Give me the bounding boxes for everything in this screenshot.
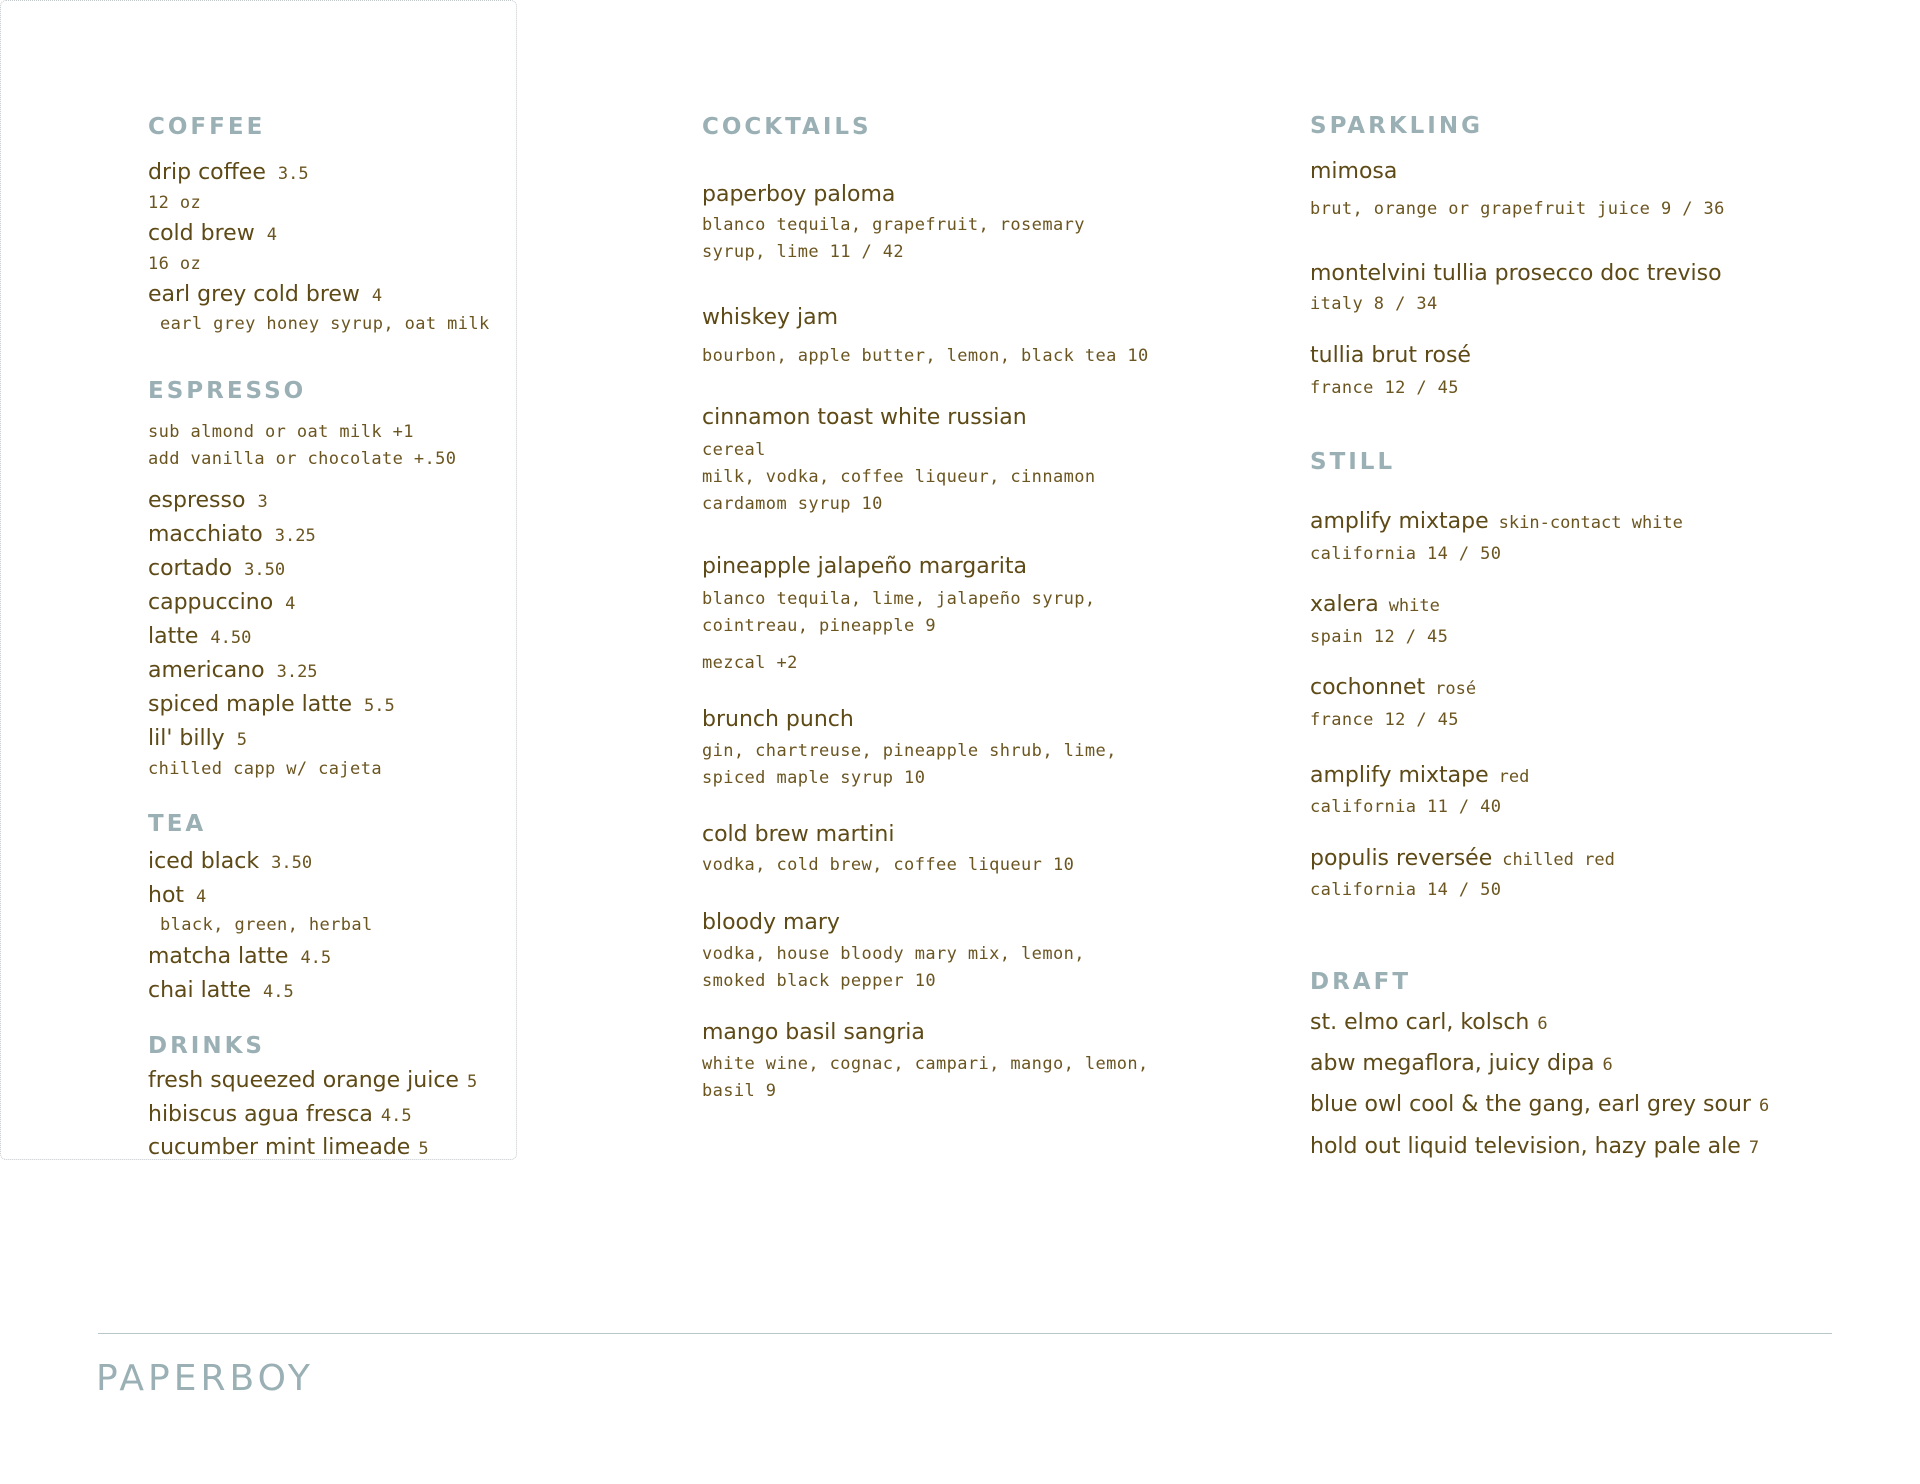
item-price: 4 — [266, 225, 277, 245]
wine-desc: brut, orange or grapefruit juice 9 / 36 — [1310, 199, 1725, 219]
wine-name: mimosa — [1310, 159, 1398, 184]
item-note: black, green, herbal — [160, 915, 373, 935]
item-price: 4 — [196, 887, 207, 907]
brand-logo: PAPERBOY — [96, 1358, 314, 1399]
menu-item — [148, 160, 309, 185]
item-name: hold out liquid television, hazy pale ale — [1310, 1134, 1741, 1159]
wine-style: skin-contact white — [1498, 513, 1683, 533]
item-name: macchiato — [148, 522, 263, 547]
wine-desc: spain 12 / 45 — [1310, 627, 1449, 647]
wine-desc: california 14 / 50 — [1310, 544, 1502, 564]
item-name: lil' billy — [148, 726, 225, 751]
item-price: 6 — [1758, 1096, 1770, 1116]
wine-style: chilled red — [1502, 850, 1615, 870]
item-name: hibiscus agua fresca — [148, 1102, 373, 1127]
wine-name: xalera — [1310, 592, 1379, 617]
section-title-tea: TEA — [148, 811, 207, 837]
item-price: 3.50 — [244, 560, 286, 580]
item-name: blue owl cool & the gang, earl grey sour — [1310, 1092, 1751, 1117]
wine-desc: italy 8 / 34 — [1310, 294, 1438, 314]
item-price: 4.5 — [263, 982, 294, 1002]
menu-item — [148, 1135, 429, 1160]
menu-item — [148, 282, 382, 307]
item-price: 5 — [236, 730, 247, 750]
item-name: cucumber mint limeade — [148, 1135, 411, 1160]
wine-name: montelvini tullia prosecco doc treviso — [1310, 261, 1722, 286]
item-name: fresh squeezed orange juice — [148, 1068, 459, 1093]
cocktail-name: cold brew martini — [702, 822, 895, 847]
cocktail-desc: syrup, lime 11 / 42 — [702, 242, 905, 262]
wine-item — [1310, 763, 1529, 788]
item-price: 3.5 — [277, 164, 309, 184]
section-title-sparkling: SPARKLING — [1310, 113, 1483, 139]
item-name: espresso — [148, 488, 246, 513]
cocktail-name: pineapple jalapeño margarita — [702, 554, 1027, 579]
cocktail-desc: gin, chartreuse, pineapple shrub, lime, — [702, 741, 1117, 761]
menu-item — [148, 944, 331, 969]
section-title-coffee: COFFEE — [148, 114, 266, 140]
item-price: 5.5 — [364, 696, 395, 716]
cocktail-desc: cardamom syrup 10 — [702, 494, 883, 514]
item-name: abw megaflora, juicy dipa — [1310, 1051, 1595, 1076]
menu-item — [148, 1102, 412, 1127]
draft-item — [1310, 1051, 1613, 1076]
item-price: 4 — [285, 594, 296, 614]
item-name: cold brew — [148, 221, 255, 246]
section-title-cocktails: COCKTAILS — [702, 114, 872, 140]
cocktail-name: cinnamon toast white russian — [702, 405, 1027, 430]
cocktail-name: whiskey jam — [702, 305, 839, 330]
footer-divider — [98, 1333, 1832, 1334]
cocktail-desc: blanco tequila, lime, jalapeño syrup, — [702, 589, 1096, 609]
item-name: cappuccino — [148, 590, 274, 615]
cocktail-desc: smoked black pepper 10 — [702, 971, 936, 991]
cocktail-name: bloody mary — [702, 910, 840, 935]
espresso-note: add vanilla or chocolate +.50 — [148, 449, 457, 469]
section-title-drinks: DRINKS — [148, 1033, 265, 1059]
item-note: 16 oz — [148, 254, 202, 274]
wine-style: white — [1388, 596, 1440, 616]
cocktail-addon: mezcal +2 — [702, 653, 798, 673]
menu-item — [148, 522, 316, 547]
item-price: 3.25 — [274, 526, 316, 546]
menu-item — [148, 624, 251, 649]
wine-item — [1310, 846, 1615, 871]
item-price: 4.5 — [380, 1106, 412, 1126]
menu-item — [148, 883, 206, 908]
cocktail-desc: blanco tequila, grapefruit, rosemary — [702, 215, 1085, 235]
draft-item — [1310, 1134, 1759, 1159]
wine-name: tullia brut rosé — [1310, 343, 1471, 368]
item-price: 5 — [466, 1072, 478, 1092]
wine-name: populis reversée — [1310, 846, 1493, 871]
item-price: 6 — [1537, 1014, 1548, 1034]
wine-style: rosé — [1435, 679, 1477, 699]
item-name: drip coffee — [148, 160, 266, 185]
cocktail-name: paperboy paloma — [702, 182, 896, 207]
section-title-draft: DRAFT — [1310, 969, 1412, 995]
cocktail-desc: white wine, cognac, campari, mango, lemon, — [702, 1054, 1149, 1074]
cocktail-desc: basil 9 — [702, 1081, 777, 1101]
menu-item — [148, 849, 312, 874]
draft-item — [1310, 1092, 1769, 1117]
menu-item — [148, 221, 277, 246]
draft-item — [1310, 1010, 1548, 1035]
menu-item — [148, 488, 268, 513]
cocktail-desc: bourbon, apple butter, lemon, black tea 10 — [702, 346, 1149, 366]
item-name: earl grey cold brew — [148, 282, 360, 307]
item-price: 4.50 — [210, 628, 252, 648]
wine-desc: france 12 / 45 — [1310, 710, 1459, 730]
cocktail-desc: cereal — [702, 440, 766, 460]
item-price: 4.5 — [300, 948, 332, 968]
cocktail-name: mango basil sangria — [702, 1020, 925, 1045]
cocktail-desc: vodka, cold brew, coffee liqueur 10 — [702, 855, 1075, 875]
cocktail-desc: spiced maple syrup 10 — [702, 768, 926, 788]
item-name: matcha latte — [148, 944, 289, 969]
wine-item — [1310, 592, 1440, 617]
wine-item — [1310, 509, 1683, 534]
item-name: iced black — [148, 849, 260, 874]
menu-item — [148, 1068, 477, 1093]
item-note: earl grey honey syrup, oat milk — [160, 314, 490, 334]
item-name: americano — [148, 658, 265, 683]
item-price: 7 — [1748, 1138, 1760, 1158]
item-name: cortado — [148, 556, 233, 581]
wine-name: amplify mixtape — [1310, 763, 1489, 788]
menu-item — [148, 726, 247, 751]
menu-item — [148, 658, 318, 683]
item-price: 6 — [1602, 1055, 1613, 1075]
wine-name: amplify mixtape — [1310, 509, 1489, 534]
item-price: 3.25 — [276, 662, 318, 682]
item-note: chilled capp w/ cajeta — [148, 759, 382, 779]
espresso-note: sub almond or oat milk +1 — [148, 422, 414, 442]
item-name: st. elmo carl, kolsch — [1310, 1010, 1530, 1035]
item-name: chai latte — [148, 978, 252, 1003]
menu-item — [148, 590, 295, 615]
item-price: 5 — [418, 1139, 429, 1159]
item-name: spiced maple latte — [148, 692, 353, 717]
menu-item — [148, 978, 294, 1003]
cocktail-desc: vodka, house bloody mary mix, lemon, — [702, 944, 1085, 964]
wine-desc: california 14 / 50 — [1310, 880, 1502, 900]
item-price: 3.50 — [271, 853, 313, 873]
item-name: hot — [148, 883, 185, 908]
wine-style: red — [1498, 767, 1530, 787]
menu-item — [148, 556, 285, 581]
section-title-still: STILL — [1310, 449, 1396, 475]
cocktail-desc: milk, vodka, coffee liqueur, cinnamon — [702, 467, 1096, 487]
item-note: 12 oz — [148, 193, 202, 213]
wine-item — [1310, 675, 1476, 700]
item-name: latte — [148, 624, 199, 649]
wine-desc: france 12 / 45 — [1310, 378, 1459, 398]
wine-name: cochonnet — [1310, 675, 1426, 700]
item-price: 3 — [257, 492, 268, 512]
wine-desc: california 11 / 40 — [1310, 797, 1502, 817]
menu-item — [148, 692, 395, 717]
item-price: 4 — [371, 286, 383, 306]
cocktail-desc: cointreau, pineapple 9 — [702, 616, 936, 636]
cocktail-name: brunch punch — [702, 707, 854, 732]
section-title-espresso: ESPRESSO — [148, 378, 307, 404]
